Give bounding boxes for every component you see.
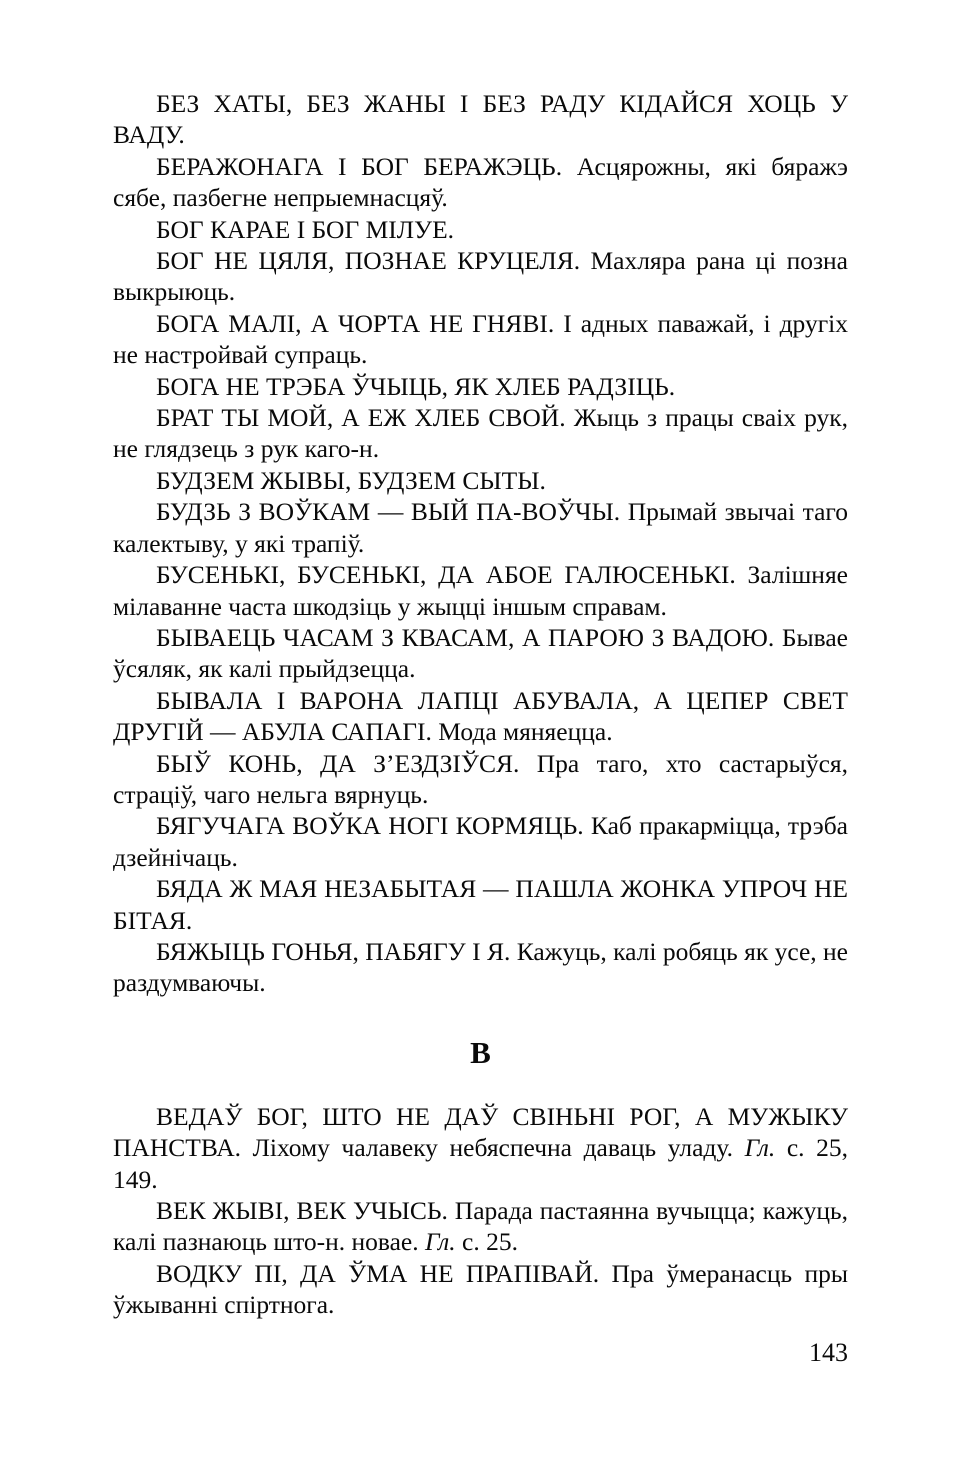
dictionary-entry xyxy=(113,496,848,559)
entry-headword: БЕЗ ХАТЫ, БЕЗ ЖАНЫ І БЕЗ РАДУ КІДАЙСЯ ХОЦЬ У ВАДУ. xyxy=(113,89,848,150)
entry-headword: БЕРАЖОНАГА І БОГ БЕРАЖЭЦЬ. xyxy=(156,151,563,181)
section-spacer-bottom xyxy=(113,1071,848,1101)
entry-headword: БУДЗЕМ ЖЫВЫ, БУДЗЕМ СЫТЫ. xyxy=(156,465,546,495)
entry-gloss: Пра таго, хто састарыўся, страціў, чаго нельга вярнуць. xyxy=(113,748,848,809)
page-text-block xyxy=(113,88,848,1408)
dictionary-entry xyxy=(113,151,848,214)
page-number: 143 xyxy=(809,1338,848,1367)
entry-headword: БЯДА Ж МАЯ НЕЗАБЫТАЯ — ПАШЛА ЖОНКА УПРОЧ НЕ БІТАЯ. xyxy=(113,874,848,935)
entry-gloss: Каб пракарміцца, трэба дзейнічаць. xyxy=(113,811,848,872)
dictionary-entry xyxy=(113,88,848,151)
entry-headword: БЫВАЛА І ВАРОНА ЛАПЦІ АБУВАЛА, А ЦЕПЕР СВЕТ ДРУГІЙ — АБУЛА САПАГІ. xyxy=(113,685,848,747)
dictionary-entry xyxy=(113,1101,848,1195)
dictionary-entry xyxy=(113,936,848,999)
dictionary-entry xyxy=(113,1258,848,1321)
entry-gloss: Мода мяняецца. xyxy=(438,717,613,747)
entry-headword: БОГ КАРАЕ І БОГ МІЛУЕ. xyxy=(156,214,455,244)
entry-headword: ВЕДАЎ БОГ, ШТО НЕ ДАЎ СВІНЬНІ РОГ, А МУЖЫКУ ПАНСТВА. xyxy=(113,1101,848,1163)
entry-gloss: Махляра рана ці позна выкрыюць. xyxy=(113,246,848,307)
cross-reference-abbrev: Гл. xyxy=(425,1227,456,1257)
entry-headword: ВЕК ЖЫВІ, ВЕК УЧЫСЬ. xyxy=(156,1196,448,1225)
entry-gloss: Асцярожны, які бяражэ сябе, пазбегне непрыемнасцяў. xyxy=(113,151,848,213)
dictionary-entry xyxy=(113,685,848,748)
entry-gloss: Ліхому чалавеку небяспечна даваць уладу. xyxy=(252,1133,745,1163)
cross-reference-pages: с. 25. xyxy=(455,1227,518,1257)
cross-reference-abbrev: Гл. xyxy=(744,1133,776,1163)
entry-gloss: Бывае ўсяляк, як калі прыйдзецца. xyxy=(113,622,848,684)
entry-headword: БЫВАЕЦЬ ЧАСАМ З КВАСАМ, А ПАРОЮ З ВАДОЮ. xyxy=(156,622,775,652)
dictionary-entry xyxy=(113,1195,848,1258)
entry-headword: БЫЎ КОНЬ, ДА З’ЕЗДЗІЎСЯ. xyxy=(156,748,520,778)
dictionary-entry xyxy=(113,810,848,873)
entry-headword: БРАТ ТЫ МОЙ, А ЕЖ ХЛЕБ СВОЙ. xyxy=(156,403,566,433)
entry-gloss: І адных паважай, і другіх не настройвай супраць. xyxy=(113,308,849,370)
dictionary-entry xyxy=(113,402,848,465)
entry-headword: БЯЖЫЦЬ ГОНЬЯ, ПАБЯГУ І Я. xyxy=(156,936,511,966)
entry-headword: БОГ НЕ ЦЯЛЯ, ПОЗНАЕ КРУЦЕЛЯ. xyxy=(156,246,581,276)
entry-gloss: Залішняе мілаванне часта шкодзіць у жыцці іншым справам. xyxy=(113,560,848,621)
dictionary-entry xyxy=(113,465,848,496)
section-letter-heading: В xyxy=(470,1034,491,1070)
entry-headword: ВОДКУ ПІ, ДА ЎМА НЕ ПРАПІВАЙ. xyxy=(156,1258,600,1288)
entry-headword: БУСЕНЬКІ, БУСЕНЬКІ, ДА АБОЕ ГАЛЮСЕНЬКІ. xyxy=(156,560,736,590)
dictionary-entry xyxy=(113,245,848,308)
entry-gloss: Кажуць, калі робяць як усе, не раздумваючы. xyxy=(113,936,848,998)
entry-headword: БОГА НЕ ТРЭБА ЎЧЫЦЬ, ЯК ХЛЕБ РАДЗІЦЬ. xyxy=(156,371,676,401)
entry-headword: БУДЗЬ З ВОЎКАМ — ВЫЙ ПА-ВОЎЧЫ. xyxy=(156,497,621,527)
entry-gloss: Жыць з працы сваіх рук, не глядзець з рук каго-н. xyxy=(113,403,849,464)
section-spacer-top xyxy=(113,999,848,1035)
dictionary-entry xyxy=(113,748,848,811)
entry-gloss: Прымай звычаі таго калектыву, у які трапіў. xyxy=(113,497,849,558)
dictionary-entry xyxy=(113,622,848,685)
cross-reference-pages: с. 25, 149. xyxy=(113,1133,848,1194)
entry-headword: БЯГУЧАГА ВОЎКА НОГІ КОРМЯЦЬ. xyxy=(156,811,584,841)
entry-gloss: Пра ўмеранасць пры ўжыванні спіртнога. xyxy=(113,1258,848,1320)
entry-headword: БОГА МАЛІ, А ЧОРТА НЕ ГНЯВІ. xyxy=(156,308,555,338)
dictionary-entry xyxy=(113,559,848,622)
dictionary-entry xyxy=(113,873,848,936)
dictionary-entry xyxy=(113,308,848,371)
dictionary-entry xyxy=(113,214,848,245)
entry-gloss: Парада пастаянна вучыцца; кажуць, калі пазнаюць што-н. новае. xyxy=(113,1196,848,1257)
dictionary-entry xyxy=(113,371,848,402)
